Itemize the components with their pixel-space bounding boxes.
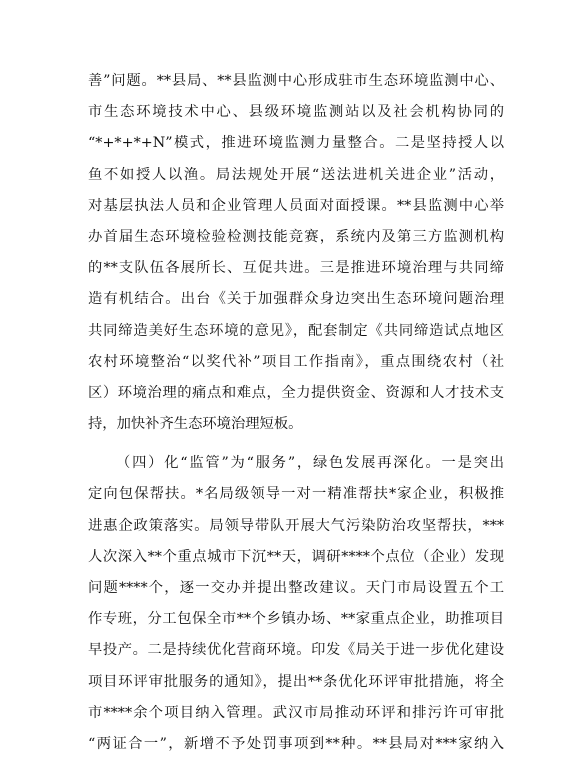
text-line: 持，加快补齐生态环境治理短板。: [88, 416, 303, 433]
text-line: 善”问题。**县局、**县监测中心形成驻市生态环境监测中心、: [88, 73, 504, 89]
text-line: 区）环境治理的痛点和难点，全力提供资金、资源和人才技术支: [88, 384, 504, 401]
text-line: 的**支队伍各展所长、互促共进。三是推进环境治理与共同缔: [88, 260, 504, 277]
text-line: 项目环评审批服务的通知》，提出**条优化环评审批措施，将全: [88, 673, 504, 690]
document-page: [88, 66, 504, 760]
text-line: （四）化“监管”为“服务”，绿色发展再深化。一是突出: [116, 455, 504, 472]
text-line: 作专班，分工包保全市**个乡镇办场、**家重点企业，助推项目: [88, 611, 504, 628]
text-line: 进惠企政策落实。局领导带队开展大气污染防治攻坚帮扶，***: [88, 517, 504, 534]
text-line: 办首届生态环境检验检测技能竞赛，系统内及第三方监测机构: [88, 228, 504, 245]
text-line: 共同缔造美好生态环境的意见》，配套制定《共同缔造试点地区: [88, 322, 504, 339]
text-line: 问题****个，逐一交办并提出整改建议。天门市局设置五个工: [88, 580, 504, 596]
text-line: 农村环境整治“以奖代补”项目工作指南》，重点围绕农村（社: [88, 353, 504, 370]
text-line: 对基层执法人员和企业管理人员面对面授课。**县监测中心举: [88, 197, 504, 214]
text-line: 定向包保帮扶。*名局级领导一对一精准帮扶*家企业，积极推: [88, 486, 504, 503]
paragraph-gap: [88, 440, 504, 448]
text-line: 市****余个项目纳入管理。武汉市局推动环评和排污许可审批: [88, 704, 504, 721]
text-line: 早投产。二是持续优化营商环境。印发《局关于进一步优化建设: [88, 642, 504, 659]
paragraph-1: [88, 66, 504, 440]
text-line: “*+*+*+N”模式，推进环境监测力量整合。二是坚持授人以: [88, 135, 504, 152]
text-line: “两证合一”，新增不予处罚事项到**种。**县局对***家纳入: [88, 735, 504, 752]
text-line: 造有机结合。出台《关于加强群众身边突出生态环境问题治理: [88, 291, 504, 308]
text-line: 市生态环境技术中心、县级环境监测站以及社会机构协同的: [88, 104, 504, 121]
paragraph-2: [88, 448, 504, 760]
text-line: 鱼不如授人以渔。局法规处开展“送法进机关进企业”活动，: [88, 166, 504, 183]
text-line: 人次深入**个重点城市下沉**天，调研****个点位（企业）发现: [88, 548, 504, 565]
